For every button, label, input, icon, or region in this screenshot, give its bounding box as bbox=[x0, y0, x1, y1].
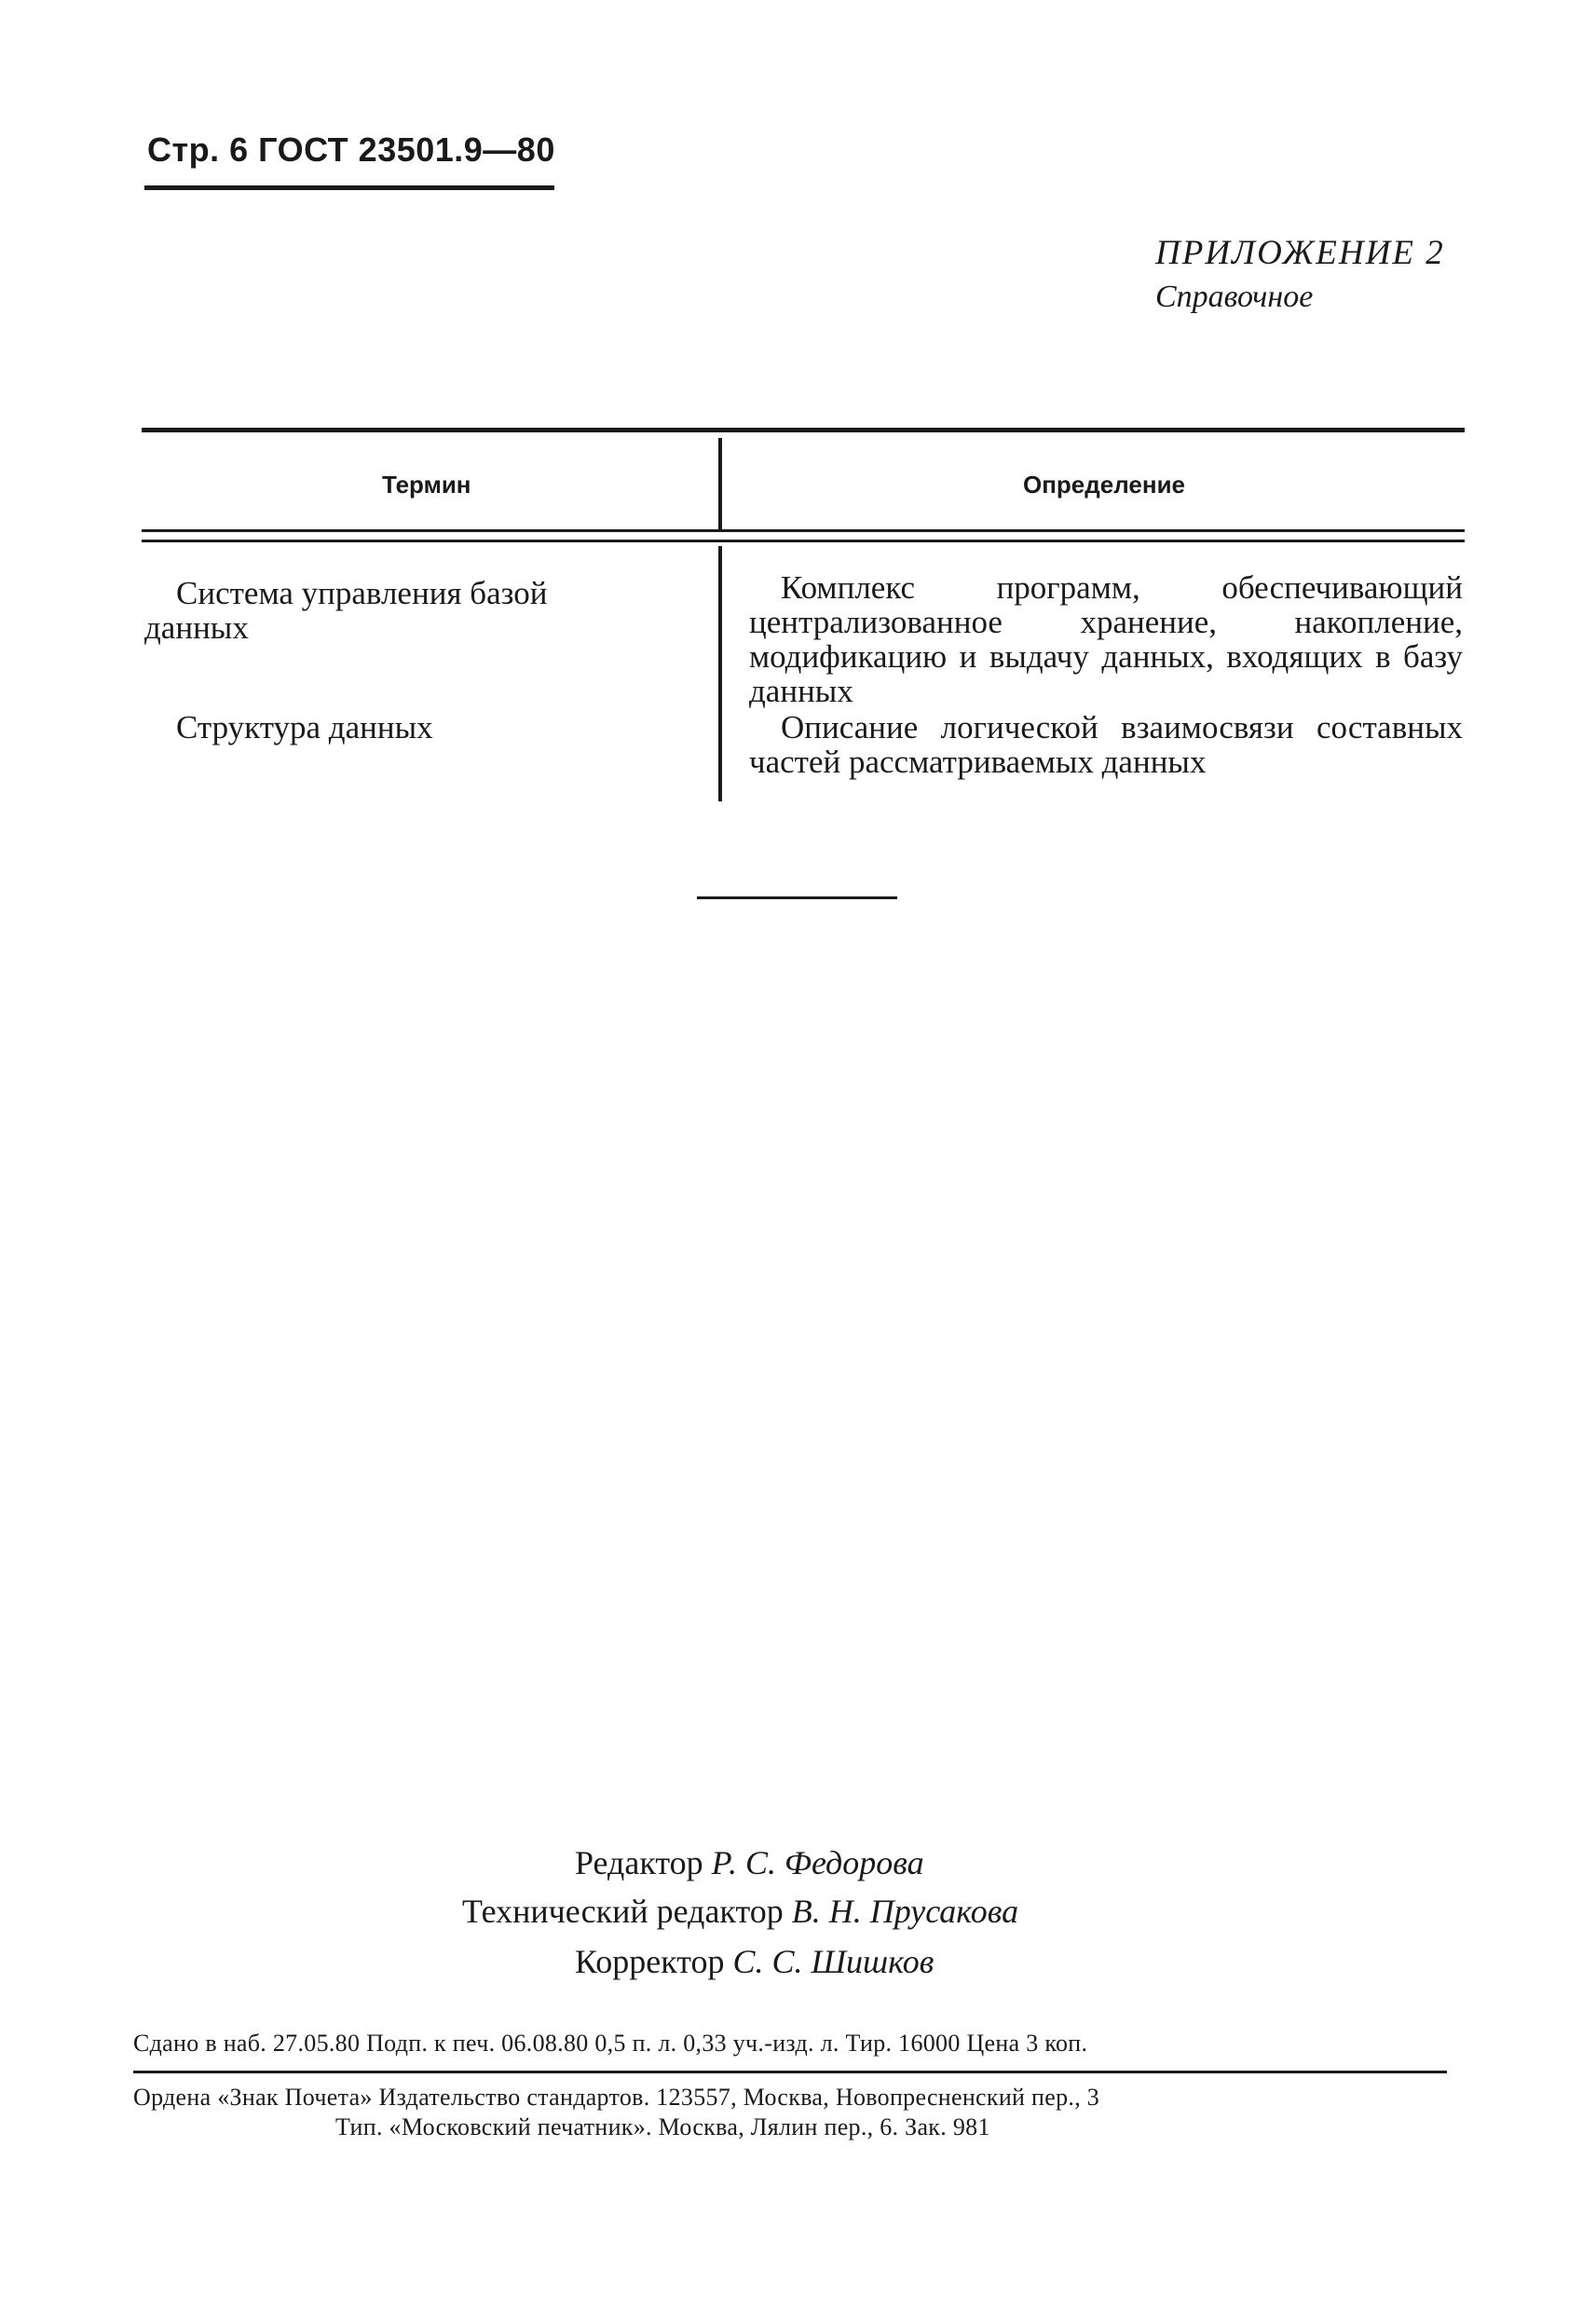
table-row-definition: Комплекс программ, обеспечивающий централизованное хранение, накопление, модификацию и выдачу данных, входящих в базу данных bbox=[749, 569, 1463, 709]
credit-name: В. Н. Прусакова bbox=[791, 1893, 1019, 1930]
section-end-rule bbox=[697, 896, 897, 899]
header-definition: Определение bbox=[1023, 471, 1186, 499]
header-rule bbox=[144, 185, 554, 190]
column-divider bbox=[718, 438, 722, 801]
credit-proofreader bbox=[575, 1942, 934, 1981]
header-double-rule-top bbox=[142, 529, 1465, 532]
credit-editor bbox=[575, 1843, 924, 1882]
appendix-title: ПРИЛОЖЕНИЕ 2 bbox=[1155, 234, 1445, 272]
imprint-print-details: Сдано в наб. 27.05.80 Подп. к печ. 06.08.80 0,5 п. л. 0,33 уч.-изд. л. Тир. 16000 Цена 3 коп. bbox=[133, 2030, 1088, 2057]
header-double-rule-bottom bbox=[142, 540, 1465, 542]
credit-name: Р. С. Федорова bbox=[711, 1844, 924, 1881]
table-row-term: Система управления базой данных bbox=[144, 575, 548, 646]
imprint-printer: Тип. «Московский печатник». Москва, Лялин пер., 6. Зак. 981 bbox=[335, 2113, 990, 2140]
credit-technical-editor bbox=[462, 1892, 1018, 1931]
imprint-rule bbox=[133, 2071, 1447, 2073]
credit-role: Редактор bbox=[575, 1844, 703, 1881]
imprint-publisher: Ордена «Знак Почета» Издательство стандартов. 123557, Москва, Новопресненский пер., 3 bbox=[133, 2084, 1100, 2111]
table-row-term: Структура данных bbox=[176, 709, 433, 745]
header-term: Термин bbox=[382, 471, 471, 499]
credit-role: Технический редактор bbox=[462, 1893, 784, 1930]
credit-role: Корректор bbox=[575, 1943, 725, 1980]
table-row-definition: Описание логической взаимосвязи составных частей рассматриваемых данных bbox=[749, 709, 1463, 780]
page-header-label: Стр. 6 ГОСТ 23501.9—80 bbox=[147, 130, 555, 169]
appendix-subtitle: Справочное bbox=[1155, 280, 1314, 314]
credit-name: С. С. Шишков bbox=[732, 1943, 934, 1980]
table-top-rule bbox=[142, 428, 1465, 432]
